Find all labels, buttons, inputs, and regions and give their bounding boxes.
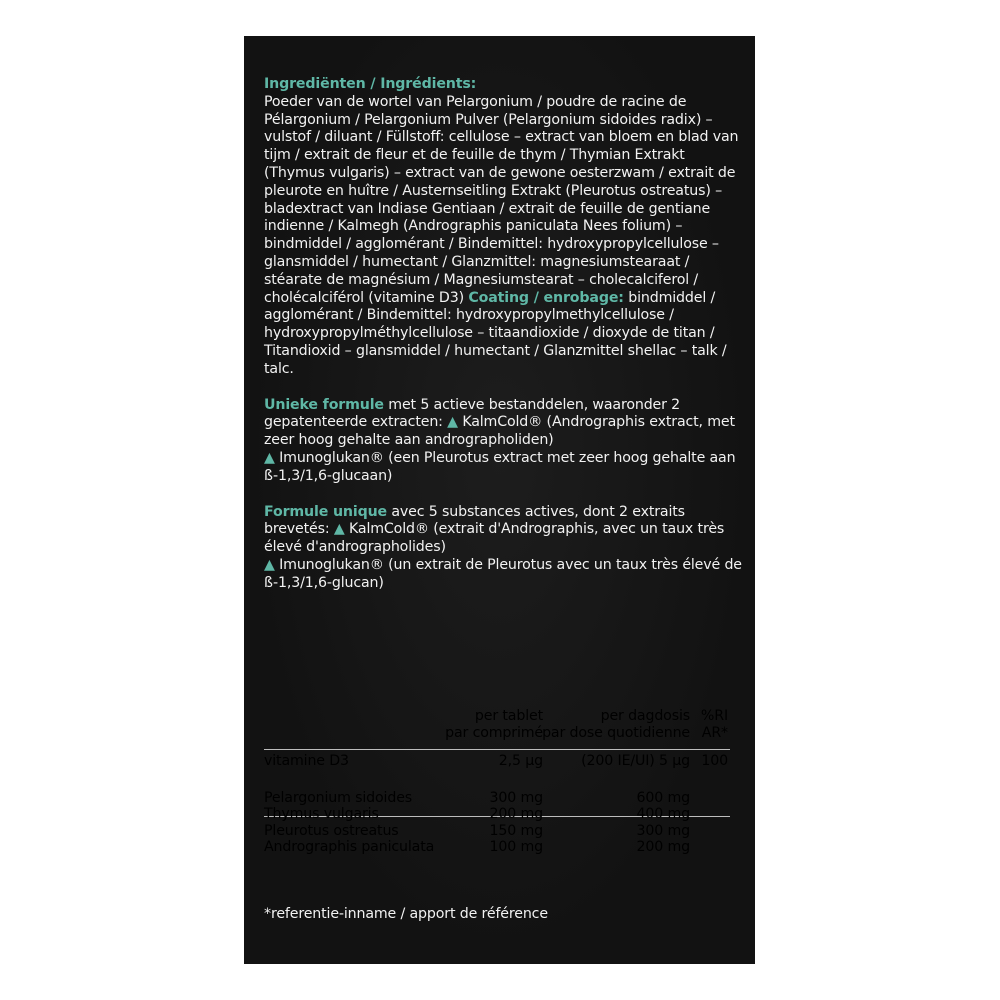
coating-text: bindmiddel / agglomérant / Bindemittel: hydroxypropylmethylcellulose / hydroxypropylméthylcellulose – titaandioxide / dioxyde de titan / Titandioxid – glansmiddel / humectant / Glanzmittel shellac – talk / talc. [264, 289, 727, 377]
table-row [264, 806, 734, 823]
triangle-bullet-icon: ▲ [447, 414, 458, 431]
row-per-tablet: 150 mg [489, 822, 543, 839]
row-per-tablet: 100 mg [489, 839, 543, 855]
table-header-row [264, 708, 734, 725]
table-row [264, 823, 734, 840]
triangle-bullet-icon: ▲ [264, 449, 275, 466]
formula-fr-intro: avec 5 substances actives, dont 2 extraits brevetés: [264, 503, 685, 538]
table-row [264, 839, 734, 856]
row-per-day: 300 mg [636, 822, 690, 839]
header-per-tablet-fr: par comprimé [445, 724, 543, 741]
header-per-day: per dagdosis [600, 708, 690, 724]
row-per-day: 600 mg [636, 789, 690, 806]
formula-nl-paragraph [264, 397, 748, 486]
triangle-bullet-icon: ▲ [333, 521, 345, 538]
row-name: Pelargonium sidoides [264, 789, 413, 806]
ingredients-paragraph [264, 76, 748, 379]
formula-fr-item-2: Imunoglukan® (un extrait de Pleurotus avec un taux très élevé de ß-1,3/1,6-glucan) [264, 556, 742, 591]
row-name: Andrographis paniculata [264, 839, 435, 855]
footnote: *referentie-inname / apport de référence [264, 906, 548, 922]
row-name: Pleurotus ostreatus [264, 822, 399, 839]
formula-fr-heading: Formule unique [264, 503, 388, 520]
table-header-row [264, 725, 734, 742]
header-ri-fr: AR* [701, 724, 728, 741]
row-name: vitamine D3 [264, 753, 349, 769]
table-row [264, 790, 734, 807]
formula-nl-item-1: KalmCold® (Andrographis extract, met zeer hoog gehalte aan andrographoliden) [264, 414, 735, 449]
formula-fr-paragraph [264, 504, 748, 593]
header-per-day-fr: par dose quotidienne [542, 724, 690, 741]
ingredients-text: Poeder van de wortel van Pelargonium / poudre de racine de Pélargonium / Pelargonium Pulver (Pelargonium sidoides radix) – vulstof / diluant / Füllstoff: cellulose – extract van bloem en blad van tijm / extrait de fleur et de feuille de thym / Thymian Extrakt (Thymus vulgaris) – extract van de gewone oesterzwam / extrait de pleurote en huître / Austernseitling Extrakt (Pleurotus ostreatus) – bladextract van Indiase Gentiaan / extrait de feuille de gentiane indienne / Kalmegh (Andrographis paniculata Nees folium) – bindmiddel / agglomérant / Bindemittel: hydroxypropylcellulose – glansmiddel / humectant / Glanzmittel: magnesiumstearaat / stéarate de magnésium / Magnesiumstearat – cholecalciferol / cholécalciférol (vitamine D3) [264, 93, 739, 306]
formula-nl-item-2: Imunoglukan® (een Pleurotus extract met zeer hoog gehalte aan ß-1,3/1,6-glucaan) [264, 449, 736, 484]
triangle-bullet-icon: ▲ [264, 556, 275, 573]
extract-rows [264, 790, 734, 856]
divider [264, 749, 730, 750]
row-name: Thymus vulgaris [264, 806, 379, 822]
header-ri: %RI [700, 708, 728, 724]
header-per-tablet: per tablet [474, 708, 543, 724]
label-text-block [264, 76, 748, 593]
ingredients-heading: Ingrediënten / Ingrédients: [264, 76, 477, 92]
row-per-day: (200 IE/UI) 5 µg [581, 753, 690, 769]
row-per-tablet: 300 mg [489, 789, 543, 806]
row-ri: 100 [701, 753, 728, 769]
row-per-day: 400 mg [636, 806, 690, 822]
coating-heading: Coating / enrobage: [468, 289, 624, 306]
row-per-day: 200 mg [636, 839, 690, 855]
formula-nl-intro: met 5 actieve bestanddelen, waaronder 2 gepatenteerde extracten: [264, 396, 681, 431]
formula-fr-item-1: KalmCold® (extrait d'Andrographis, avec un taux très élevé d'andrographolides) [264, 521, 725, 556]
row-per-tablet: 2,5 µg [498, 753, 543, 769]
formula-nl-heading: Unieke formule [264, 396, 384, 413]
table-row [264, 753, 734, 770]
row-per-tablet: 200 mg [489, 806, 543, 822]
nutrition-table [264, 708, 734, 856]
